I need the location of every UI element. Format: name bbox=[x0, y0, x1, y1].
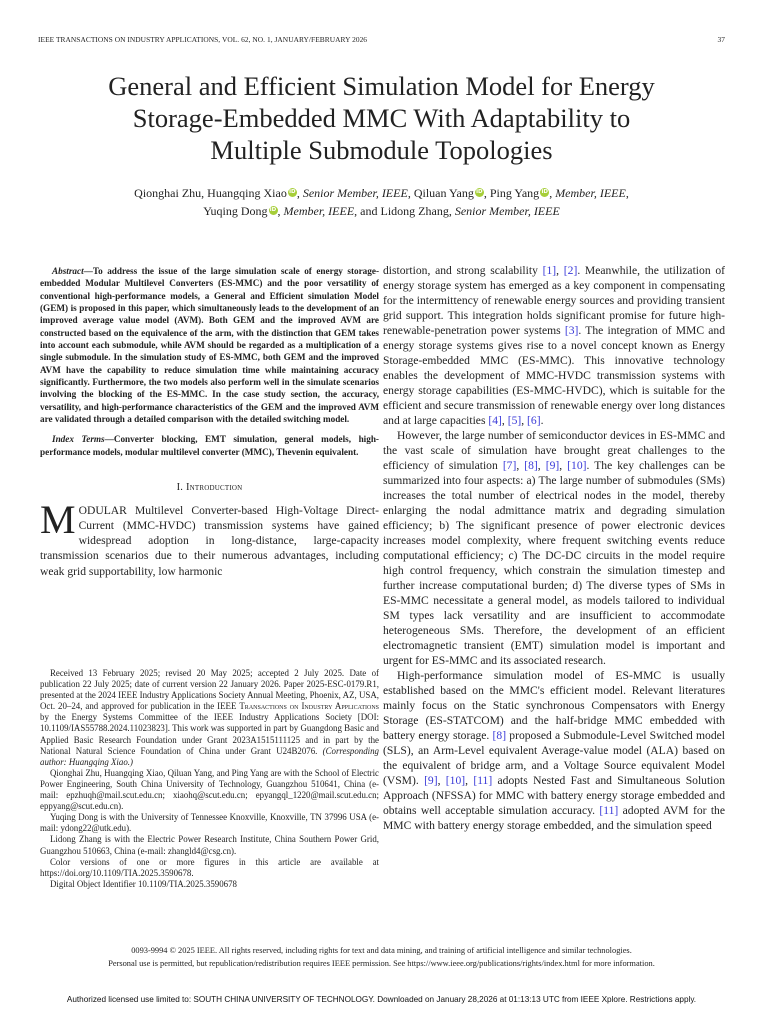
orcid-icon[interactable]: iD bbox=[289, 189, 296, 195]
introduction-paragraph bbox=[40, 497, 379, 578]
drop-cap: M bbox=[40, 497, 76, 543]
author-name: Lidong Zhang bbox=[380, 204, 449, 218]
footnote-affiliation-csg: Lidong Zhang is with the Electric Power Research Institute, China Southern Power Grid, Guangzhou 510663, China (e-mail: zhangld4@csg.cn). bbox=[40, 834, 379, 856]
abstract-text: To address the issue of the large simulation scale of energy storage-embedded Modular Multilevel Converters (ES-MMC) and the poor versatility of conventional high-performance models, a General and Efficient simulation Model (GEM) is proposed in this paper, which simultaneously leads to the development of an improved average value model (AVM). Both GEM and the improved AVM are constructed based on the equivalence of the arm, with the distinction that GEM takes into account each submodule, while AVM should be regarded as a multiplication of a single submodule. In the simulation study of ES-MMC, both GEM and the improved AVM have the capability to reduce simulation time while maintaining accuracy significantly. Furthermore, the two models also perform well in the simulate scenarios involving the blocking of the ES-MMC. In the case study section, the accuracy, versatility, and high-performance characteristics of the GEM and the improved AVM are validated through a detailed comparison with the detailed switching model. bbox=[40, 266, 379, 425]
body-paragraph: distortion, and strong scalability [1], [2]. Meanwhile, the utilization of energy storage system has emerged as a key component in compensating for the intermittency of renewable energy sources and providing transient grid support. This integration holds significant promise for future high-renewable-penetration power systems [3]. The integration of MMC and energy storage systems gives rise to a novel concept known as Energy Storage-embedded MMC (ES-MMC). This innovative technology enables the development of MMC-HVDC transmission systems with energy storage capabilities (ES-MMC-HVDC), which is suitable for the efficient and secure transmission of renewable energy over long distances and at large capacities [4], [5], [6]. bbox=[383, 264, 725, 427]
author-name: Yuqing Dong bbox=[203, 204, 268, 218]
author-name: Ping Yang bbox=[489, 186, 540, 200]
footnote-color-versions: Color versions of one or more figures in this article are available at https://doi.org/10.1109/TIA.2025.3590678. bbox=[40, 856, 379, 878]
journal-citation: IEEE TRANSACTIONS ON INDUSTRY APPLICATIONS, VOL. 62, NO. 1, JANUARY/FEBRUARY 2026 bbox=[38, 35, 368, 44]
paper-title bbox=[30, 70, 733, 166]
abstract: Abstract—To address the issue of the large simulation scale of energy storage-embedded Modular Multilevel Converters (ES-MMC) and the poor versatility of conventional high-performance models, a General and Efficient simulation Model (GEM) is proposed in this paper, which simultaneously leads to the development of an improved average value model (AVM). Both GEM and the improved AVM are constructed based on the equivalence of the arm, with the distinction that GEM takes into account each submodule, while AVM should be regarded as a multiplication of a single submodule. In the simulation study of ES-MMC, both GEM and the improved AVM have the capability to reduce simulation time while maintaining accuracy significantly. Furthermore, the two models also perform well in the simulate scenarios involving the blocking of the ES-MMC. In the case study section, the accuracy, versatility, and high-performance characteristics of the GEM and the improved AVM are validated through a detailed comparison with the detailed switching model. bbox=[40, 266, 379, 425]
citation-link[interactable]: [8] bbox=[524, 459, 538, 472]
citation-link[interactable]: [4] bbox=[488, 414, 502, 427]
title-line: Storage-Embedded MMC With Adaptability to bbox=[132, 103, 631, 133]
corresponding-author: (Corresponding author: Huangqing Xiao.) bbox=[40, 745, 379, 767]
copyright-notice bbox=[20, 944, 743, 970]
footnote-affiliation-scut: Qionghai Zhu, Huangqing Xiao, Qiluan Yang, and Ping Yang are with the School of Electric Power Engineering, South China University of Technology, Guangzhou 510641, China (e-mail: epzhuqh@mail.scut.edu.cn; xiaohq@scut.edu.cn; epyangql_1220@mail.scut.edu.cn; eppyang@scut.edu.cn). bbox=[40, 767, 379, 812]
citation-link[interactable]: [9] bbox=[545, 459, 560, 472]
orcid-icon[interactable]: iD bbox=[476, 189, 483, 195]
citation-link[interactable]: [3] bbox=[564, 324, 579, 337]
author-grade: Member, IEEE bbox=[555, 186, 626, 200]
author-name: Huangqing Xiao bbox=[207, 186, 287, 200]
orcid-icon[interactable]: iD bbox=[541, 189, 548, 195]
page-number: 37 bbox=[717, 35, 725, 44]
introduction-text: Multilevel Converter-based High-Voltage Direct-Current (MMC-HVDC) transmission systems have gained widespread adoption in long-distance, large-capacity transmission scenarios due to their numerous advantages, including weak grid supportability, low harmonic bbox=[40, 504, 379, 578]
footnote-doi: Digital Object Identifier 10.1109/TIA.2025.3590678 bbox=[50, 878, 237, 889]
section-heading-introduction: I. Introduction bbox=[176, 482, 243, 494]
index-terms-text: Converter blocking, EMT simulation, general models, high-performance models, modular multilevel converter (MMC), Thevenin equivalent. bbox=[40, 434, 379, 457]
copyright-line: 0093-9994 © 2025 IEEE. All rights reserved, including rights for text and data mining, and training of artificial intelligence and similar technologies. bbox=[131, 946, 632, 955]
citation-link[interactable]: [6] bbox=[527, 414, 541, 427]
footnote-received: Received 13 February 2025; revised 20 May 2025; accepted 2 July 2025. Date of publication 22 July 2025; date of current version 22 January 2026. Paper 2025-ESC-0179.R1, presented at the 2024 IEEE Industry Applications Society Annual Meeting, Phoenix, AZ, USA, Oct. 20–24, and approved for publication in the IEEE Transactions on Industry Applications by the Energy Systems Committee of the IEEE Industry Applications Society [DOI: 10.1109/IAS55788.2024.11023823]. This work was supported in part by Guangdong Basic and Applied Basic Research Foundation under Grant 2023A1515111125 and in part by the National Natural Science Foundation of China under Grant U24B2076. (Corresponding author: Huangqing Xiao.) bbox=[40, 668, 379, 767]
author-name: Qiluan Yang bbox=[413, 186, 474, 200]
running-header bbox=[38, 35, 725, 49]
citation-link[interactable]: [5] bbox=[507, 414, 522, 427]
author-grade: Senior Member, IEEE bbox=[454, 204, 560, 218]
abstract-label: Abstract bbox=[52, 266, 84, 276]
body-paragraph: However, the large number of semiconductor devices in ES-MMC and the vast scale of simulation have brought great challenges to the efficiency of simulation [7], [8], [9], [10]. The key challenges can be summarized into four aspects: a) The large number of submodules (SMs) increases the total number of electrical nodes in the model, thereby enlarging the nodal admittance matrix and degrading simulation efficiency; b) The significant presence of power electronic devices increases model complexity, where frequent switching events reduce computational efficiency; c) The DC-DC circuits in the model require high control frequency, which constrain the simulation timestep and further increase computational burden; d) The diverse types of SMs in ES-MMC necessitate a general model, as models tailored to individual SM types lack versatility and are insufficient to accommodate heterogeneous SMs. Therefore, the development of an efficient electromagnetic transient (EMT) simulation model is important and urgent for ES-MMC and its associated research. bbox=[383, 429, 726, 667]
citation-link[interactable]: [10] bbox=[445, 774, 466, 787]
citation-link[interactable]: [2] bbox=[563, 264, 578, 277]
lead-caps: ODULAR bbox=[78, 504, 127, 518]
citation-link[interactable]: [1] bbox=[542, 264, 557, 277]
citation-link[interactable]: [7] bbox=[502, 459, 517, 472]
author-list: Qionghai Zhu, Huangqing Xiao iD, Senior Member, IEEE, Qiluan Yang iD, Ping Yang iD, Member, IEEE, Yuqing Dong iD, Member, IEEE, and Lidong Zhang, Senior Member, IEEE bbox=[134, 186, 629, 218]
orcid-icon[interactable]: iD bbox=[269, 207, 277, 213]
title-line: General and Efficient Simulation Model for Energy bbox=[108, 71, 655, 101]
author-name: Qionghai Zhu bbox=[134, 186, 202, 200]
citation-link[interactable]: [8] bbox=[492, 729, 507, 742]
right-column bbox=[383, 263, 725, 833]
citation-link[interactable]: [9] bbox=[424, 774, 438, 787]
citation-link[interactable]: [11] bbox=[599, 804, 619, 817]
index-terms: Index Terms—Converter blocking, EMT simulation, general models, high-performance models, modular multilevel converter (MMC), Thevenin equivalent. bbox=[40, 434, 379, 457]
citation-link[interactable]: [11] bbox=[473, 774, 493, 787]
download-notice: Authorized licensed use limited to: SOUTH CHINA UNIVERSITY OF TECHNOLOGY. Downloaded on January 28,2026 at 01:13:13 UTC from IEEE Xplore. Restrictions apply. bbox=[66, 995, 697, 1004]
author-grade: Senior Member, IEEE bbox=[302, 186, 408, 200]
citation-link[interactable]: [10] bbox=[567, 459, 587, 472]
author-grade: Member, IEEE bbox=[283, 204, 355, 218]
first-page-footnotes bbox=[40, 668, 379, 890]
left-column bbox=[40, 265, 379, 579]
copyright-line: Personal use is permitted, but republication/redistribution requires IEEE permission. See https://www.ieee.org/publications/rights/index.html for more information. bbox=[108, 959, 655, 968]
body-paragraph: High-performance simulation model of ES-MMC is usually established based on the MMC's efficient model. Relevant literatures mainly focus on the Static synchronous Compensators with Energy Storage (ES-STATCOM) and the half-bridge MMC embedded with battery energy storage. [8] proposed a Submodule-Level Switched model (SLS), an Arm-Level equivalent Average-value model (ALA) based on the equivalent of bridge arm, and a Voltage Source equivalent Model (VSM). [9], [10], [11] adopts Nested Fast and Simultaneous Solution Approach (NFSSA) for MMC with battery energy storage embedded and obtains well acceptable simulation accuracy. [11] adopted AVM for the MMC with battery energy storage embedded, and the simulation speed bbox=[383, 669, 725, 832]
footnote-affiliation-utk: Yuqing Dong is with the University of Tennessee Knoxville, Knoxville, TN 37996 USA (e-mail: ydong22@utk.edu). bbox=[40, 812, 379, 834]
title-line: Multiple Submodule Topologies bbox=[210, 135, 553, 165]
index-terms-label: Index Terms bbox=[52, 434, 105, 445]
